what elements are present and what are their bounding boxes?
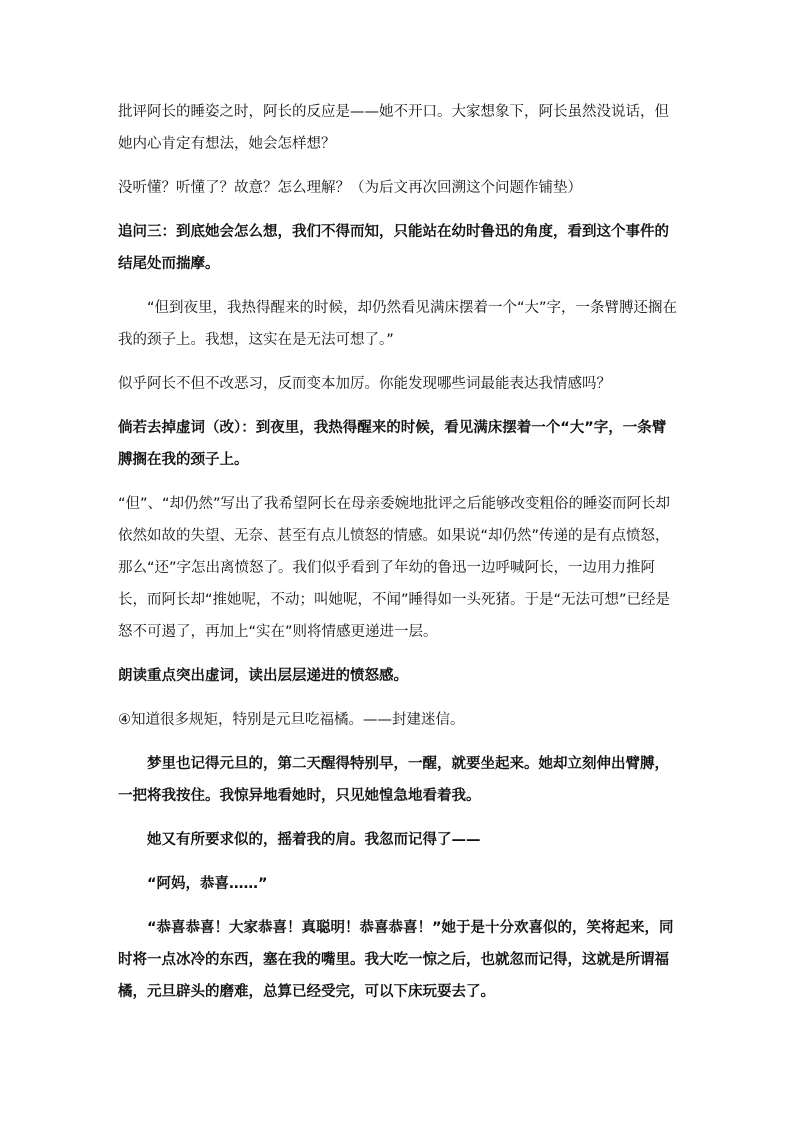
paragraph-remove-function-words: 倘若去掉虚词（改）：到夜里，我热得醒来的时候，看见满床摆着一个“大”字，一条臂膊搁在我的颈子上。	[118, 420, 667, 468]
paragraph-emotion-analysis: “但”、“却仍然”写出了我希望阿长在母亲委婉地批评之后能够改变粗俗的睡姿而阿长却依然如故的失望、无奈、甚至有点儿愤怒的情感。如果说“却仍然”传递的是有点愤怒，那么“还”字怎出离愤怒了。我们似乎看到了年幼的鲁迅一边呼喊阿长，一边用力推阿长，而阿长却“推她呢，不动；叫她呢，不闻”睡得如一头死猪。于是“无法可想”已经是怒不可遏了，再加上“实在”则将情感更递进一层。	[118, 496, 671, 640]
paragraph-greeting: “阿妈，恭喜……”	[147, 876, 268, 892]
paragraph-shake-shoulder: 她又有所要求似的，摇着我的肩。我忽而记得了——	[147, 832, 481, 848]
paragraph-follow-up-question-three: 追问三：到底她会怎么想，我们不得而知，只能站在幼时鲁迅的角度，看到这个事件的结尾处而揣摩。	[118, 224, 669, 272]
paragraph-fortune-orange: “恭喜恭喜！大家恭喜！真聪明！恭喜恭喜！”她于是十分欢喜似的，笑将起来，同时将一点冰冷的东西，塞在我的嘴里。我大吃一惊之后，也就忽而记得，这就是所谓福橘，元旦辟头的磨难，总算已经受完，可以下床玩耍去了。	[118, 920, 674, 1000]
paragraph-new-year-morning: 梦里也记得元旦的，第二天醒得特别早，一醒，就要坐起来。她却立刻伸出臂膊，一把将我按住。我惊异地看她时，只见她惶急地看着我。	[118, 756, 669, 804]
paragraph-worse-habit: 似乎阿长不但不改恶习，反而变本加厉。你能发现哪些词最能表达我情感吗？	[118, 376, 611, 392]
paragraph-rules-new-year: ④知道很多规矩，特别是元旦吃福橘。——封建迷信。	[118, 712, 465, 728]
paragraph-quote-night: “但到夜里，我热得醒来的时候，却仍然看见满床摆着一个“大”字，一条臂膊还搁在我的颈子上。我想，这实在是无法可想了。”	[118, 300, 678, 348]
paragraph-reading-guidance: 朗读重点突出虚词，读出层层递进的愤怒感。	[118, 668, 408, 684]
paragraph-understanding-question: 没听懂？听懂了？故意？怎么理解？（为后文再次回溯这个问题作铺垫）	[118, 180, 582, 196]
paragraph-ah-chang-reaction: 批评阿长的睡姿之时，阿长的反应是——她不开口。大家想象下，阿长虽然没说话，但她内心肯定有想法，她会怎样想？	[118, 104, 669, 152]
